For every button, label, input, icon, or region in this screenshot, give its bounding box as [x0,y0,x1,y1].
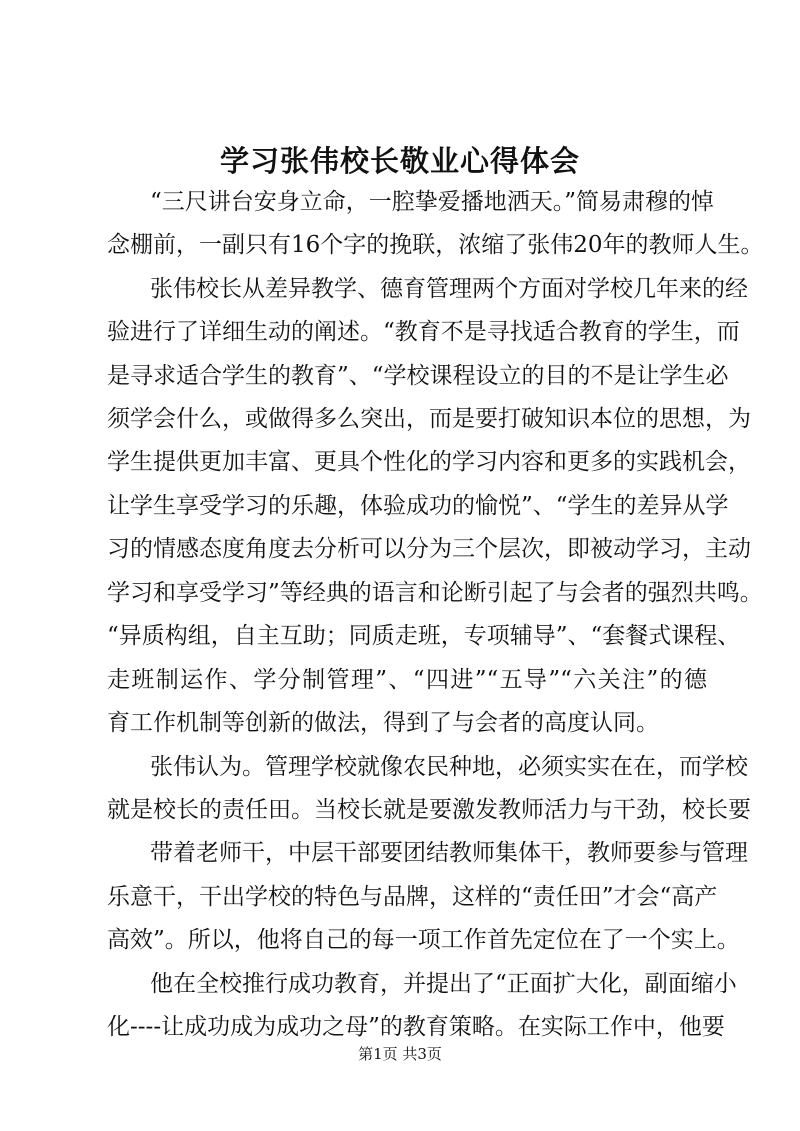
text-line: 是寻求适合学生的教育”、“学校课程设立的目的不是让学生必 [107,363,729,389]
text-line: “异质构组，自主互助；同质走班，专项辅导”、“套餐式课程、 [107,623,741,649]
text-line: 他在全校推行成功教育，并提出了“正面扩大化，副面缩小 [150,971,737,997]
text-line: 走班制运作、学分制管理”、“四进”“五导”“六关注”的德 [107,667,707,693]
text-line: 高效”。所以，他将自己的每一项工作首先定位在了一个实上。 [107,927,740,953]
page-number-footer: 第1页 共3页 [358,1045,442,1063]
text-line: 就是校长的责任田。当校长就是要激发教师活力与干劲，校长要 [107,797,751,823]
document-title: 学习张伟校长敬业心得体会 [219,144,580,178]
text-line: 须学会什么，或做得多么突出，而是要打破知识本位的思想，为 [107,406,751,432]
text-line: 学生提供更加丰富、更具个性化的学习内容和更多的实践机会， [107,449,751,475]
text-line: 习的情感态度角度去分析可以分为三个层次，即被动学习，主动 [107,536,751,562]
text-line: 带着老师干，中层干部要团结教师集体干，教师要参与管理 [150,840,748,866]
text-line: 验进行了详细生动的阐述。“教育不是寻找适合教育的学生，而 [107,319,740,345]
text-line: 念棚前，一副只有16个字的挽联，浓缩了张伟20年的教师人生。 [107,232,764,258]
text-line: “三尺讲台安身立命，一腔挚爱播地洒天。”简易肃穆的悼 [150,189,715,215]
text-line: 张伟认为。管理学校就像农民种地，必须实实在在，而学校 [150,754,748,780]
text-line: 让学生享受学习的乐趣，体验成功的愉悦”、“学生的差异从学 [107,493,729,519]
text-line: 乐意干，干出学校的特色与品牌，这样的“责任田”才会“高产 [107,884,718,910]
text-line: 育工作机制等创新的做法，得到了与会者的高度认同。 [107,710,659,736]
text-line: 化----让成功成为成功之母”的教育策略。在实际工作中，他要 [107,1014,725,1040]
text-line: 张伟校长从差异教学、德育管理两个方面对学校几年来的经 [150,276,748,302]
text-line: 学习和享受学习”等经典的语言和论断引起了与会者的强烈共鸣。 [107,580,763,606]
